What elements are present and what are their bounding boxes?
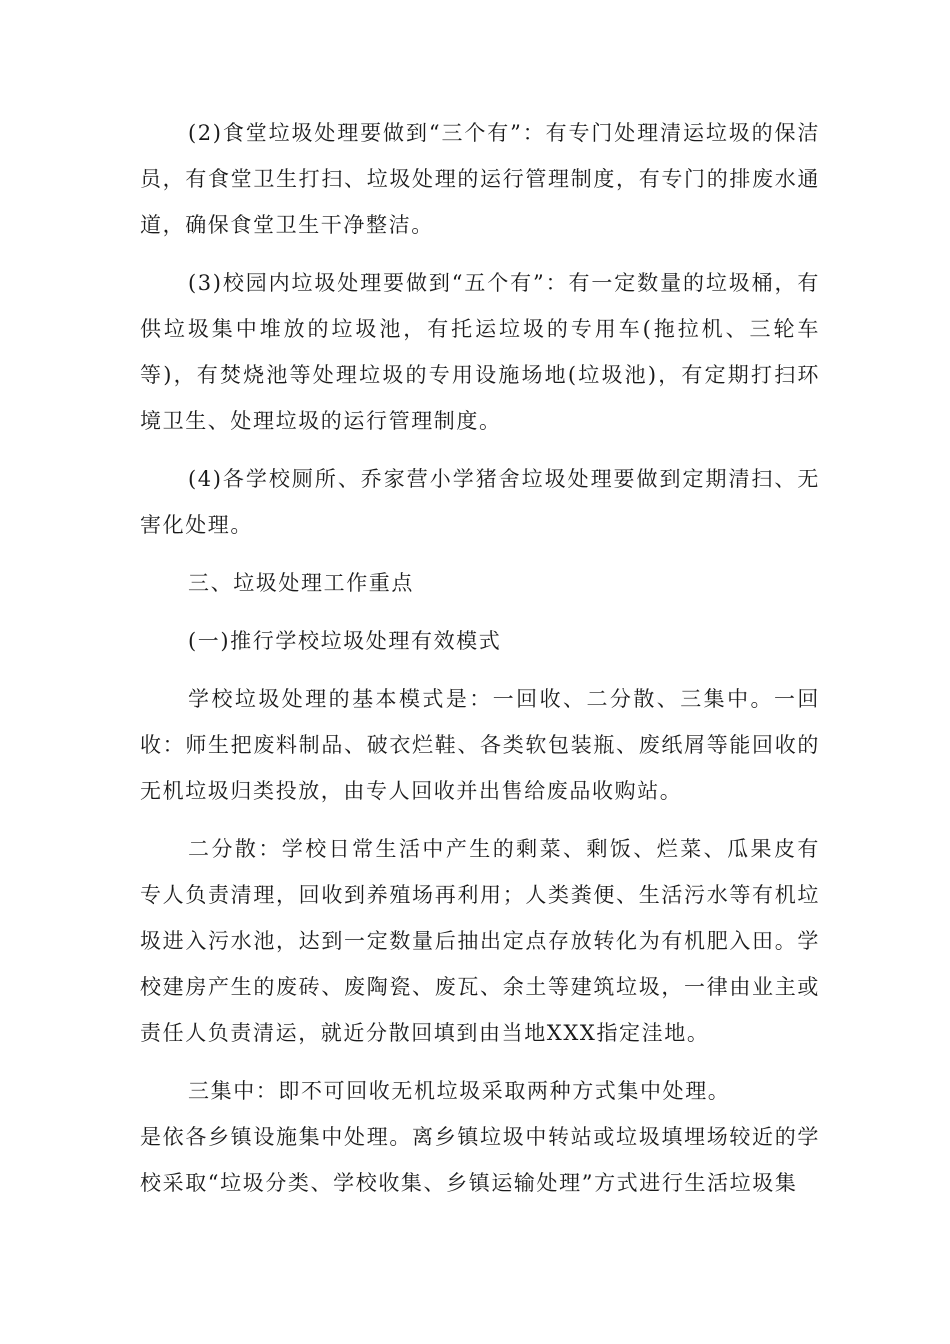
paragraph-dispersal: 二分散：学校日常生活中产生的剩菜、剩饭、烂菜、瓜果皮有专人负责清理，回收到养殖场再利用；人类粪便、生活污水等有机垃圾进入污水池，达到一定数量后抽出定点存放转化为有机肥入田。学校建房产生的废砖、废陶瓷、废瓦、余土等建筑垃圾，一律由业主或责任人负责清运，就近分散回填到由当地XXX指定洼地。	[140, 837, 820, 1045]
paragraph-campus-rules: (3)校园内垃圾处理要做到“五个有”：有一定数量的垃圾桶，有供垃圾集中堆放的垃圾池，有托运垃圾的专用车(拖拉机、三轮车等)，有焚烧池等处理垃圾的专用设施场地(垃圾池)，有定期打扫环境卫生、处理垃圾的运行管理制度。	[140, 271, 820, 433]
paragraph-canteen-rules: (2)食堂垃圾处理要做到“三个有”：有专门处理清运垃圾的保洁员，有食堂卫生打扫、垃圾处理的运行管理制度，有专门的排废水通道，确保食堂卫生干净整洁。	[140, 121, 820, 237]
paragraph-concentration: 三集中：即不可回收无机垃圾采取两种方式集中处理。	[188, 1079, 731, 1103]
section-heading: 三、垃圾处理工作重点	[188, 571, 414, 595]
subsection-heading: (一)推行学校垃圾处理有效模式	[188, 629, 502, 653]
paragraph-basic-model: 学校垃圾处理的基本模式是：一回收、二分散、三集中。一回收：师生把废料制品、破衣烂鞋、各类软包装瓶、废纸屑等能回收的无机垃圾归类投放，由专人回收并出售给废品收购站。	[140, 687, 820, 803]
paragraph-toilet-rules: (4)各学校厕所、乔家营小学猪舍垃圾处理要做到定期清扫、无害化处理。	[140, 467, 820, 537]
paragraph-township-facilities: 是依各乡镇设施集中处理。离乡镇垃圾中转站或垃圾填埋场较近的学校采取“垃圾分类、学校收集、乡镇运输处理”方式进行生活垃圾集	[140, 1125, 820, 1195]
